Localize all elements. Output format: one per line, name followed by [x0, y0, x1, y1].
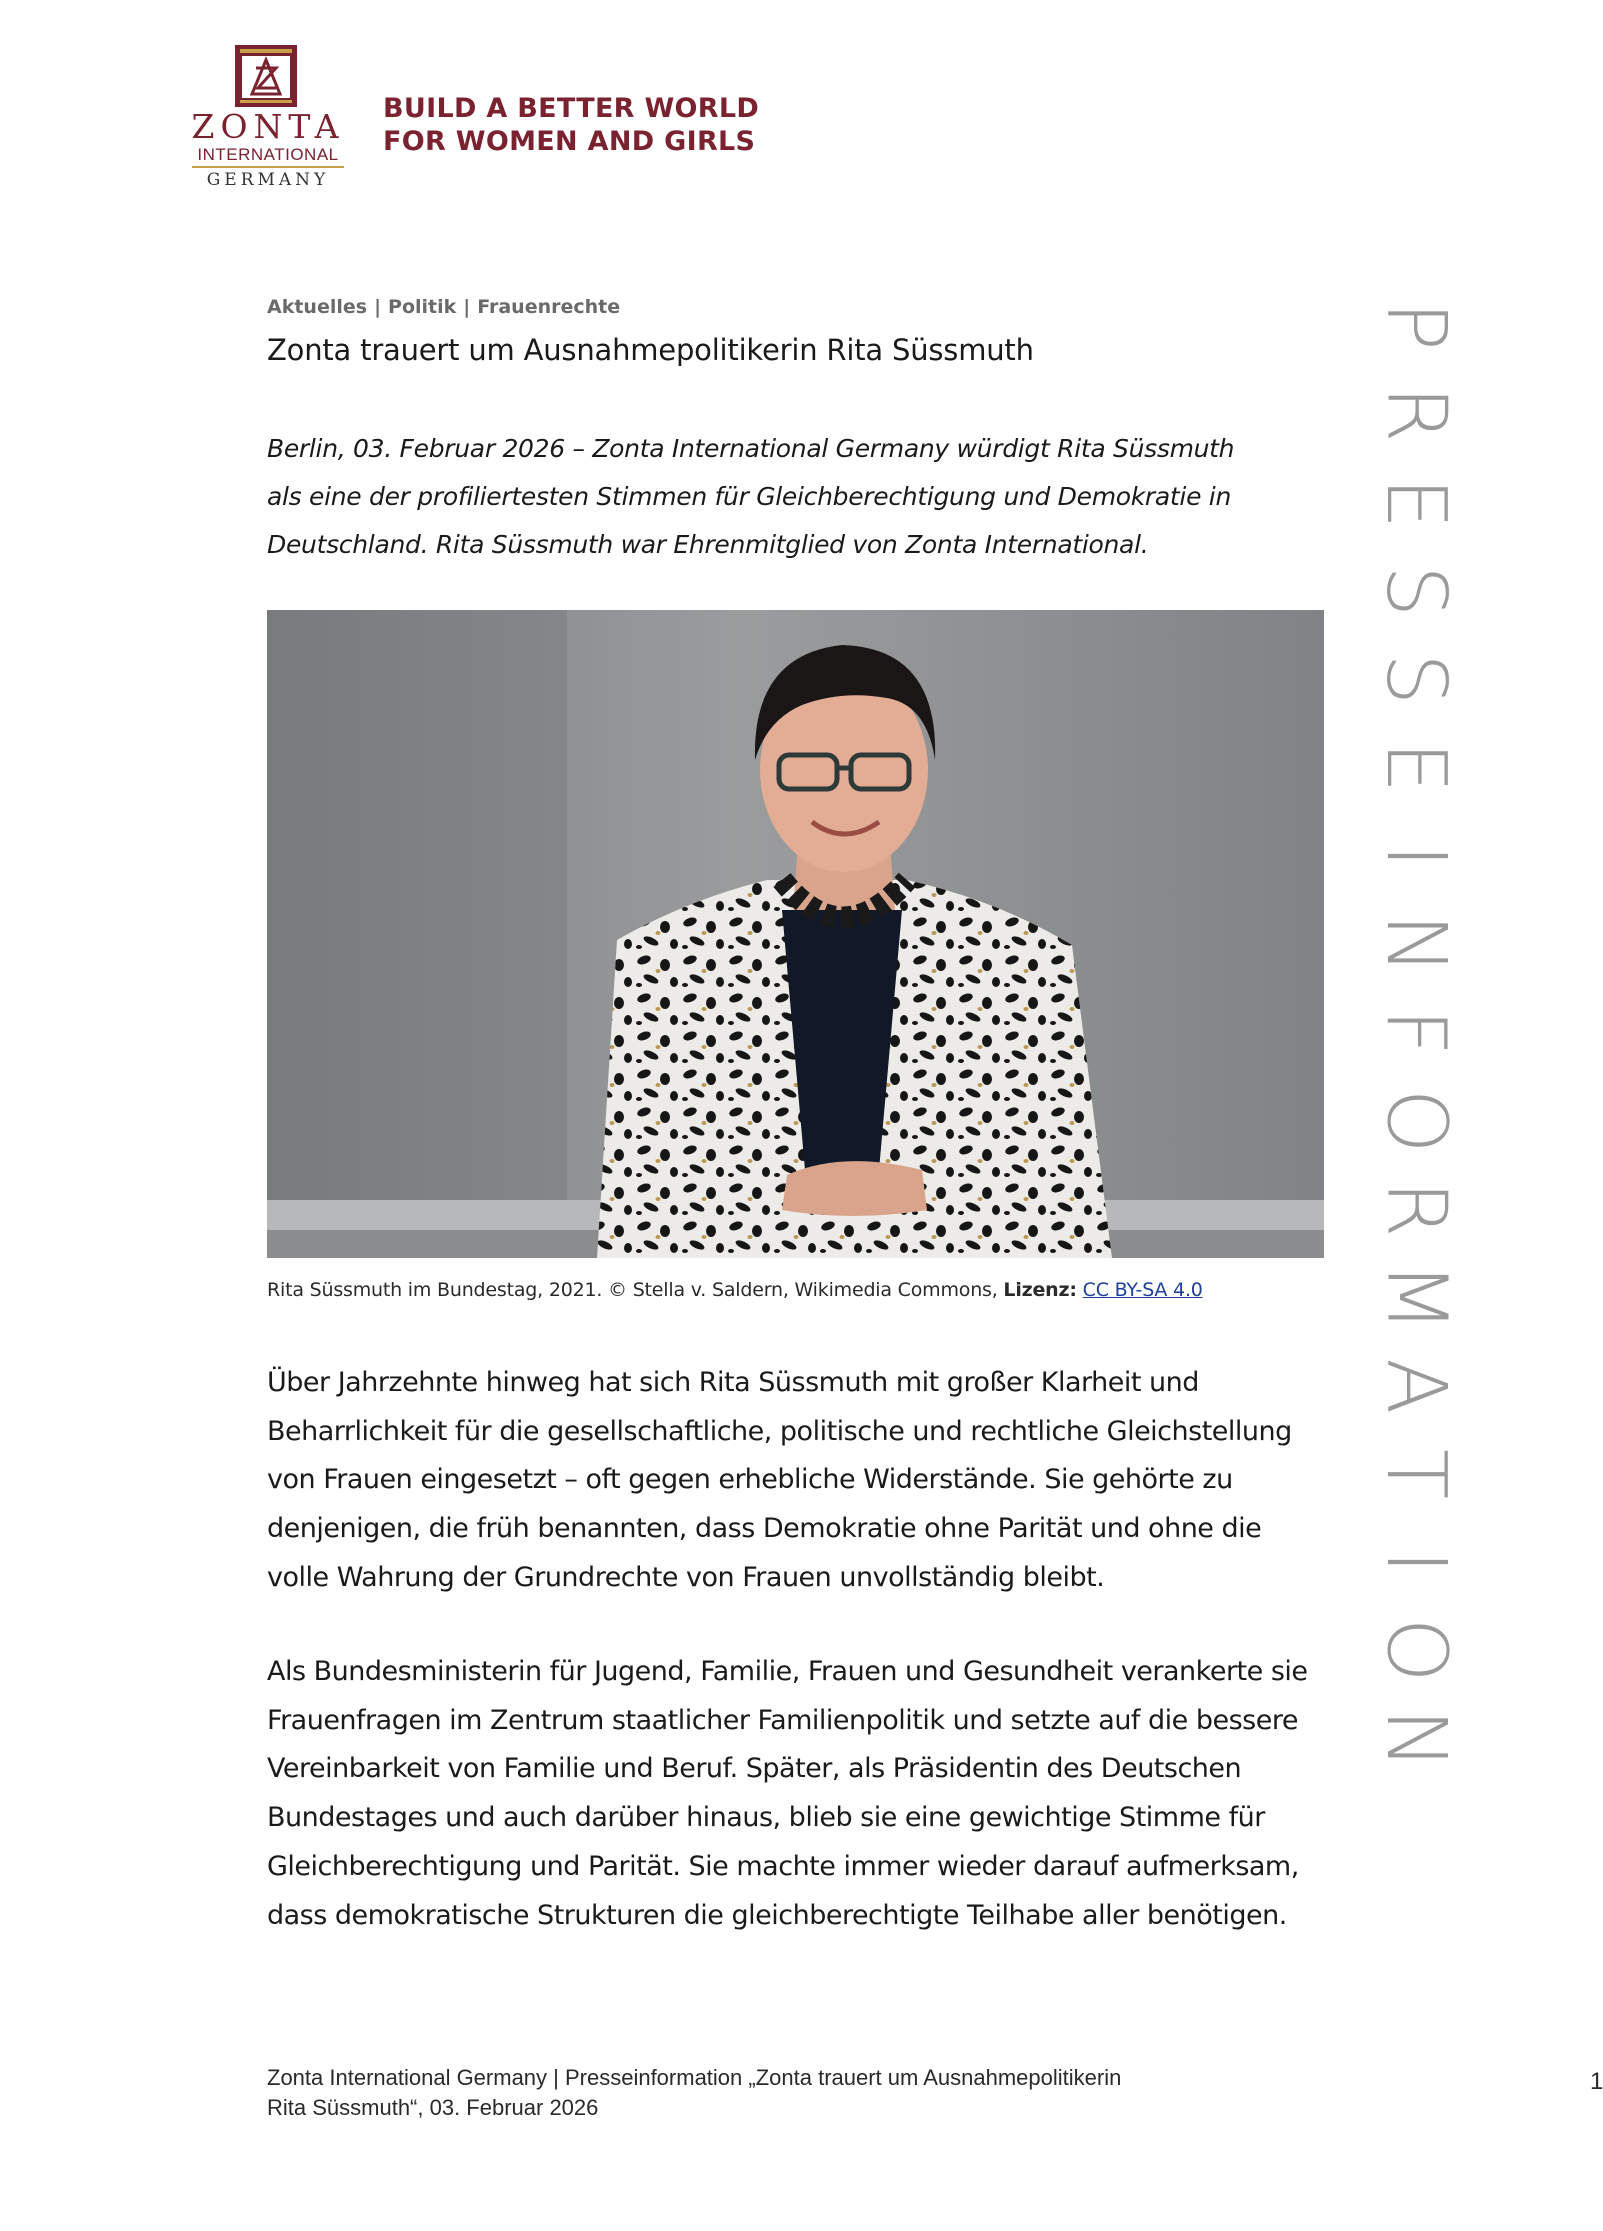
lead-line-1: Berlin, 03. Februar 2026 – Zonta International Germany würdigt Rita Süssmuth	[267, 434, 1235, 463]
zonta-emblem-icon	[234, 44, 298, 108]
logo-country: GERMANY	[206, 170, 330, 190]
side-label-letter: F	[1368, 1008, 1464, 1057]
license-link[interactable]: CC BY-SA 4.0	[1082, 1279, 1203, 1301]
portrait-photo	[267, 610, 1324, 1258]
side-label-presseinformation	[1368, 282, 1464, 1783]
brand-tagline	[383, 92, 759, 158]
paragraph-2-line-4: Bundestages und auch darüber hinaus, blieb sie eine gewichtige Stimme für	[267, 1802, 1265, 1834]
side-label-letter: O	[1368, 1088, 1464, 1154]
side-label-letter: O	[1368, 1618, 1464, 1683]
paragraph-2-line-6: dass demokratische Strukturen die gleichberechtigte Teilhabe aller benötigen.	[267, 1899, 1287, 1931]
breadcrumb-item-frauenrechte[interactable]: Frauenrechte	[477, 296, 621, 318]
portrait-illustration	[267, 610, 1324, 1258]
side-label-letter: E	[1368, 476, 1464, 529]
logo-divider	[192, 166, 344, 168]
paragraph-1-line-5: volle Wahrung der Grundrechte von Frauen unvollständig bleibt.	[267, 1561, 1105, 1593]
side-label-letter: S	[1368, 653, 1464, 706]
footer-line-1: Zonta International Germany | Presseinformation „Zonta trauert um Ausnahmepolitikerin	[267, 2065, 1122, 2090]
breadcrumb	[267, 296, 620, 318]
side-label-letter: M	[1368, 1262, 1464, 1333]
logo-wordmark: ZONTA	[191, 107, 345, 146]
footer-line-2: Rita Süssmuth“, 03. Februar 2026	[267, 2095, 599, 2120]
paragraph-1-line-3: von Frauen eingesetzt – oft gegen erhebliche Widerstände. Sie gehörte zu	[267, 1464, 1233, 1496]
logo-subline: INTERNATIONAL	[197, 145, 339, 164]
body-paragraph-2	[267, 1648, 1327, 1940]
side-label-letter: I	[1368, 1550, 1464, 1575]
tagline-line-1: BUILD A BETTER WORLD	[383, 93, 760, 124]
paragraph-2-line-3: Vereinbarkeit von Familie und Beruf. Später, als Präsidentin des Deutschen	[267, 1753, 1242, 1785]
caption-license-label: Lizenz:	[1003, 1279, 1077, 1301]
breadcrumb-item-politik[interactable]: Politik	[388, 296, 457, 318]
paragraph-2-line-5: Gleichberechtigung und Parität. Sie machte immer wieder darauf aufmerksam,	[267, 1850, 1299, 1882]
side-label-letter: A	[1368, 1357, 1464, 1414]
caption-text: Rita Süssmuth im Bundestag, 2021. © Stella v. Saldern, Wikimedia Commons,	[267, 1279, 1004, 1301]
lead-paragraph	[267, 425, 1327, 569]
side-label-letter: S	[1368, 565, 1464, 618]
side-label-letter: T	[1368, 1448, 1464, 1500]
page-number: 1	[1590, 2068, 1603, 2095]
paragraph-1-line-4: denjenigen, die früh benannten, dass Demokratie ohne Parität und ohne die	[267, 1513, 1262, 1545]
breadcrumb-separator: |	[374, 296, 382, 318]
zonta-logo	[186, 44, 350, 192]
breadcrumb-item-aktuelles[interactable]: Aktuelles	[267, 296, 368, 318]
lead-line-3: Deutschland. Rita Süssmuth war Ehrenmitglied von Zonta International.	[267, 530, 1149, 559]
side-label-letter: N	[1368, 1708, 1464, 1770]
paragraph-1-line-2: Beharrlichkeit für die gesellschaftliche, politische und rechtliche Gleichstellung	[267, 1415, 1292, 1447]
page-footer	[267, 2063, 1267, 2123]
side-label-letter: N	[1368, 913, 1464, 975]
photo-caption	[267, 1279, 1203, 1301]
side-label-letter: R	[1368, 385, 1464, 443]
paragraph-1-line-1: Über Jahrzehnte hinweg hat sich Rita Süssmuth mit großer Klarheit und	[267, 1367, 1199, 1398]
side-label-letter: R	[1368, 1180, 1464, 1238]
paragraph-2-line-1: Als Bundesministerin für Jugend, Familie, Frauen und Gesundheit verankerte sie	[267, 1656, 1308, 1687]
page-title: Zonta trauert um Ausnahmepolitikerin Rita Süssmuth	[267, 333, 1034, 367]
paragraph-2-line-2: Frauenfragen im Zentrum staatlicher Familienpolitik und setzte auf die bessere	[267, 1704, 1298, 1736]
side-label-letter: I	[1368, 843, 1464, 869]
side-label-letter: E	[1368, 741, 1464, 794]
tagline-line-2: FOR WOMEN AND GIRLS	[383, 126, 756, 157]
body-paragraph-1	[267, 1359, 1327, 1603]
lead-line-2: als eine der profiliertesten Stimmen für Gleichberechtigung und Demokratie in	[267, 482, 1231, 511]
side-label-letter: P	[1368, 301, 1464, 351]
breadcrumb-separator: |	[463, 296, 471, 318]
